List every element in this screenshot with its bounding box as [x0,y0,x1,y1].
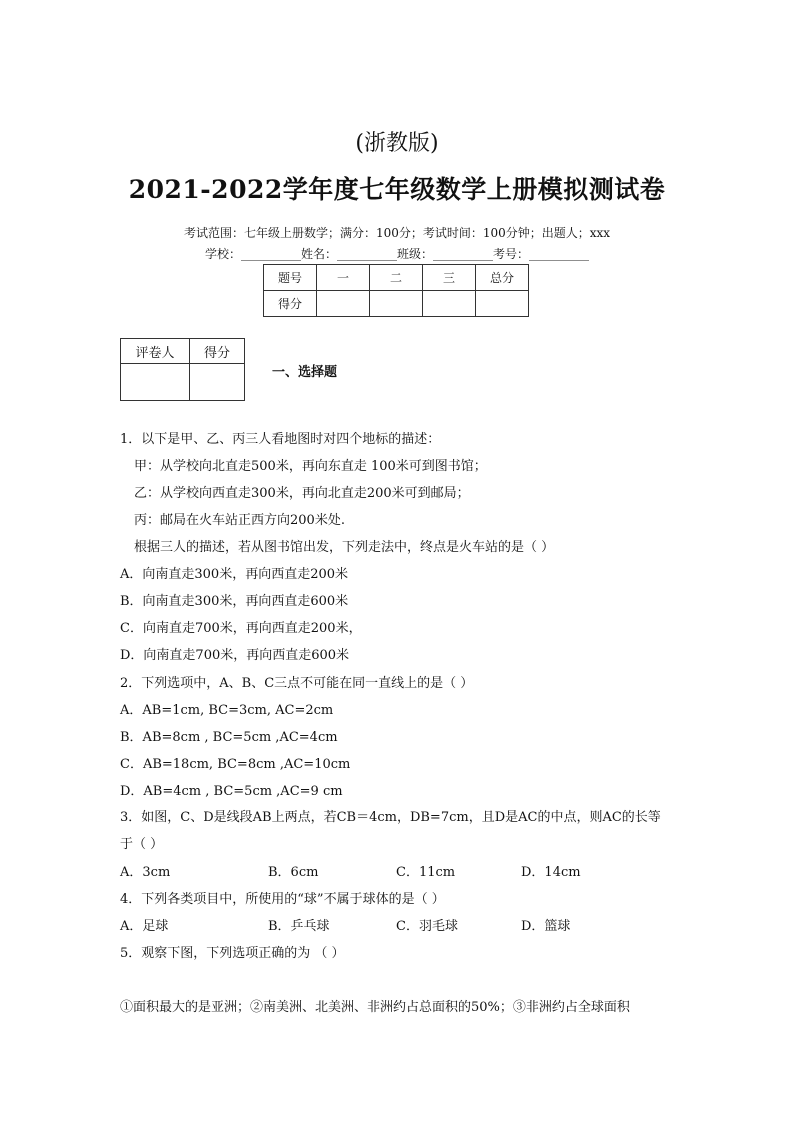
question-4-option: D．篮球 [521,919,571,934]
question-3-option: D．14cm [521,865,581,880]
question-4-option: A．足球 [120,919,169,934]
score-entry-cell[interactable] [423,291,476,317]
question-1-option: B．向南直走300米，再向西直走600米 [120,594,349,609]
section-title: 一、选择题 [272,365,338,380]
exam-title: 2021-2022学年度七年级数学上册模拟测试卷 [128,175,666,204]
score-table-cell: 得分 [264,291,317,317]
score-table-score-row [264,291,529,317]
score-table-cell: 题号 [264,265,317,291]
question-2-option: B．AB=8cm , BC=5cm ,AC=4cm [120,730,338,745]
question-2-option: C．AB=18cm, BC=8cm ,AC=10cm [120,757,351,772]
question-5-statement: ①面积最大的是亚洲；②南美洲、北美洲、非洲约占总面积的50%；③非洲约占全球面积 [120,1000,630,1015]
question-2-option: A．AB=1cm, BC=3cm, AC=2cm [120,703,334,718]
grader-table [120,338,245,401]
question-3-option: C．11cm [396,865,456,880]
question-3-stem-cont: 于（ ） [120,837,164,852]
question-5-stem: 5．观察下图，下列选项正确的为 （ ） [120,946,345,961]
question-4-stem: 4．下列各类项目中，所使用的“球”不属于球体的是（ ） [120,892,445,907]
question-2-option: D．AB=4cm , BC=5cm ,AC=9 cm [120,784,343,799]
score-table-cell: 总分 [476,265,529,291]
score-table-cell: 二 [370,265,423,291]
grader-entry-cell[interactable] [121,364,190,401]
question-1-option: D．向南直走700米，再向西直走600米 [120,648,350,663]
question-1-stem: 1．以下是甲、乙、丙三人看地图时对四个地标的描述： [120,432,441,447]
score-entry-cell[interactable] [370,291,423,317]
exam-subtitle: (浙教版) [355,131,439,156]
exam-info-line: 考试范围：七年级上册数学；满分：100分；考试时间：100分钟；出题人；xxx [183,226,611,240]
question-1-line: 根据三人的描述，若从图书馆出发，下列走法中，终点是火车站的是（ ） [134,540,555,555]
score-entry-cell[interactable] [317,291,370,317]
score-table-cell: 三 [423,265,476,291]
question-3-option: B．6cm [268,865,319,880]
question-1-line: 丙：邮局在火车站正西方向200米处. [134,513,345,528]
question-1-option: C．向南直走700米，再向西直走200米， [120,621,362,636]
score-entry-cell[interactable] [476,291,529,317]
question-3-stem: 3．如图，C、D是线段AB上两点，若CB＝4cm，DB=7cm，且D是AC的中点，则AC的长等 [120,810,661,825]
grader-header: 评卷人 [121,339,190,364]
question-1-option: A．向南直走300米，再向西直走200米 [120,567,349,582]
student-info-line: 学校：__________姓名：__________班级：__________考号：__________ [204,247,589,261]
question-1-line: 乙：从学校向西直走300米，再向北直走200米可到邮局； [134,486,470,501]
grader-table-header-row [121,339,245,364]
score-table-cell: 一 [317,265,370,291]
question-3-option: A．3cm [120,865,171,880]
question-4-option: C．羽毛球 [396,919,458,934]
question-1-line: 甲：从学校向北直走500米，再向东直走 100米可到图书馆； [134,459,487,474]
grader-score-header: 得分 [190,339,245,364]
score-table [263,264,529,317]
question-2-stem: 2．下列选项中，A、B、C三点不可能在同一直线上的是（ ） [120,676,474,691]
grader-table-body-row [121,364,245,401]
score-table-header-row [264,265,529,291]
grader-score-entry-cell[interactable] [190,364,245,401]
question-4-option: B．乒乓球 [268,919,330,934]
